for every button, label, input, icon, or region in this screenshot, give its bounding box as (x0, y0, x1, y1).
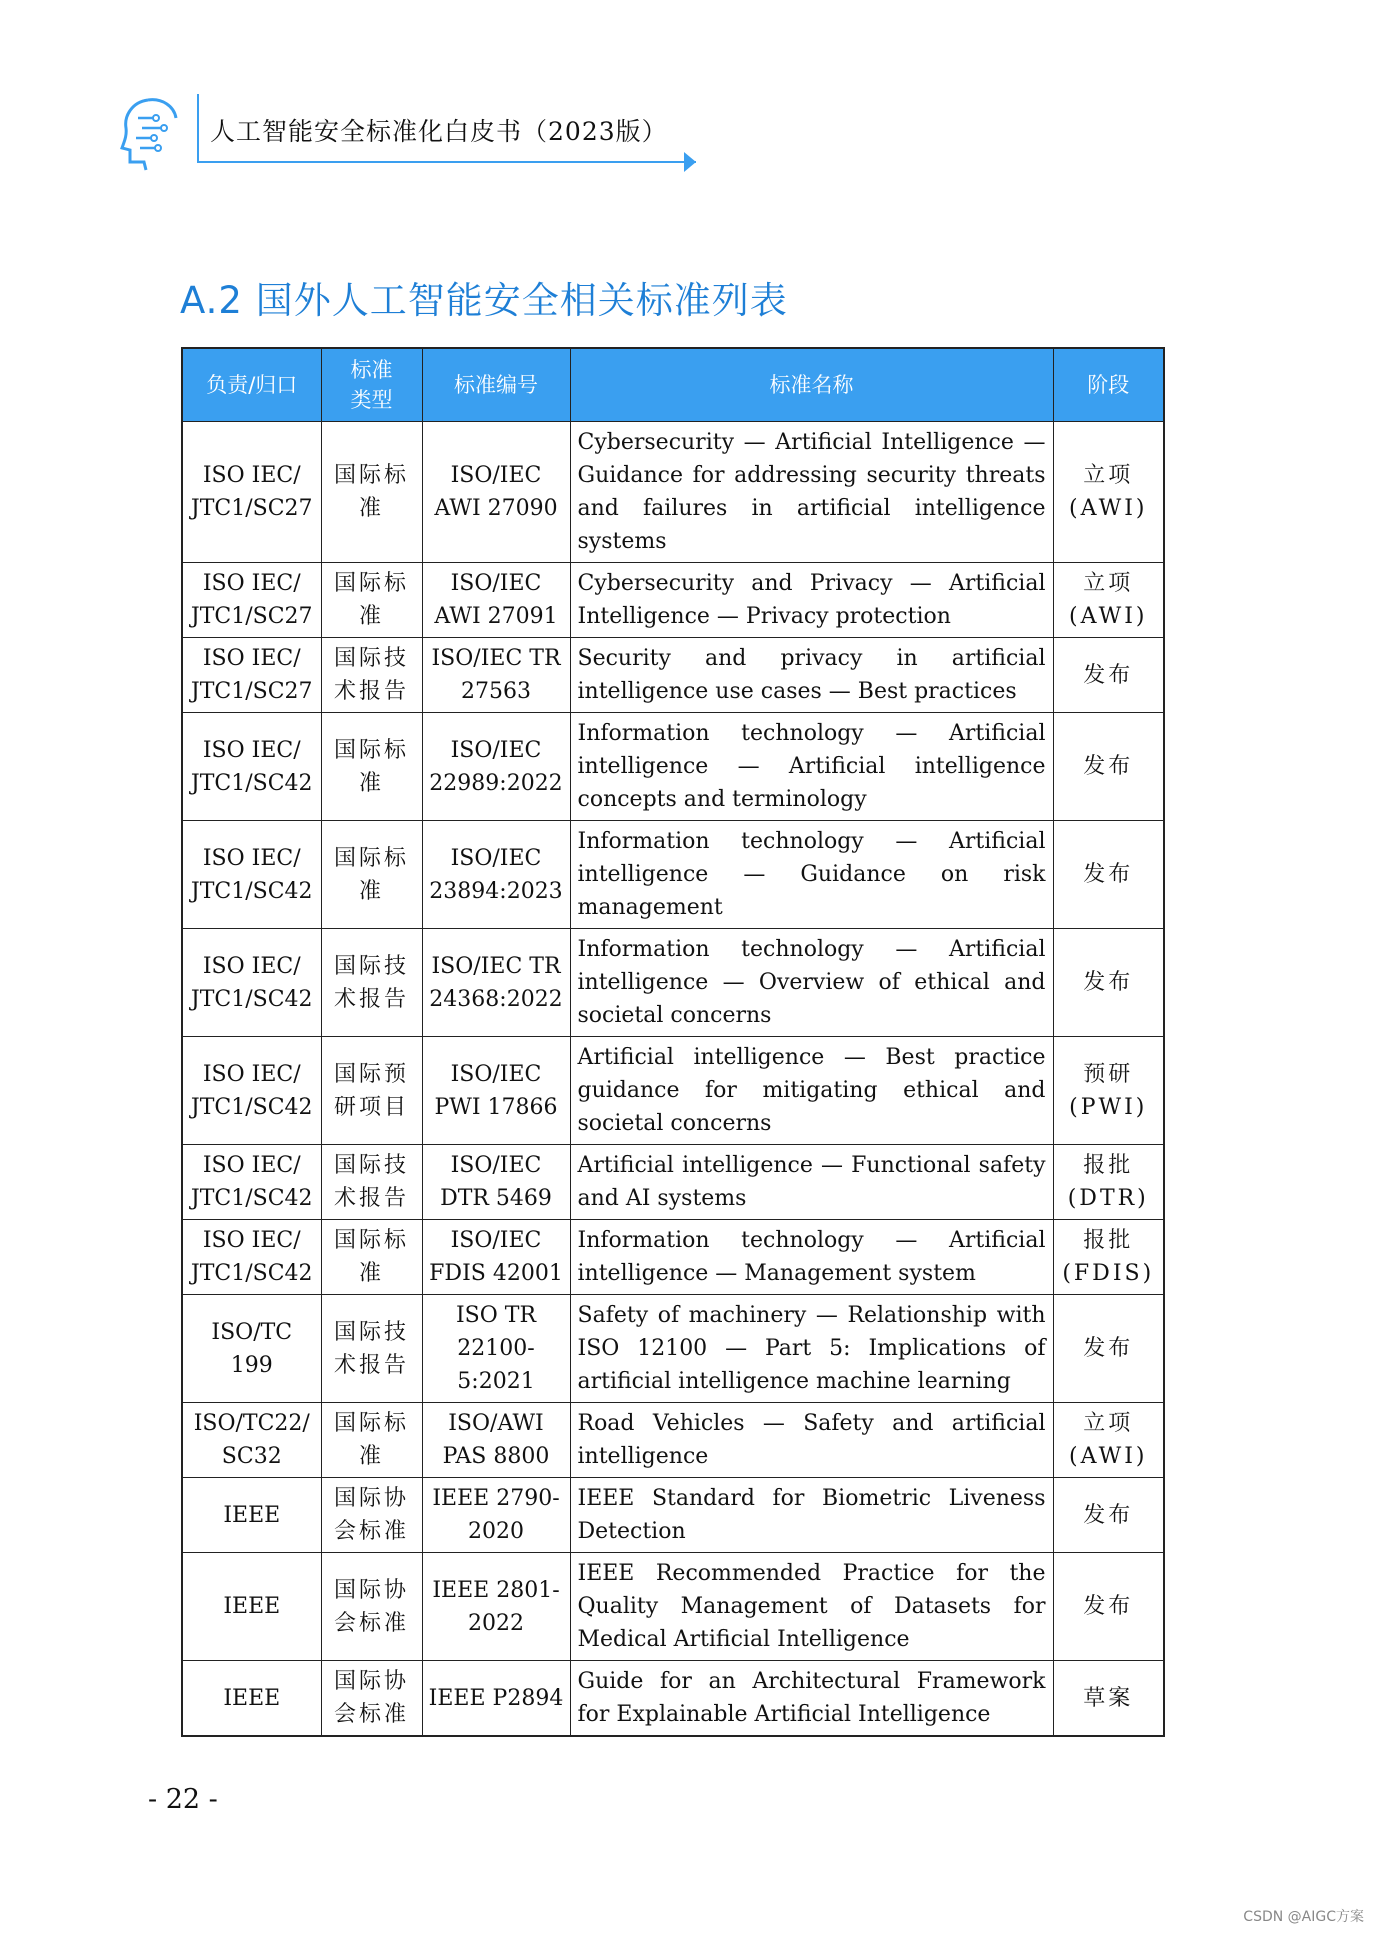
cell-stage: 预研 (PWI) (1053, 1037, 1164, 1145)
cell-name: Artificial intelligence — Functional safety and AI systems (570, 1145, 1053, 1220)
cell-name: Road Vehicles — Safety and artificial intelligence (570, 1403, 1053, 1478)
cell-org: ISO IEC/ JTC1/SC27 (182, 422, 321, 563)
cell-stage: 报批 (FDIS) (1053, 1220, 1164, 1295)
cell-org: IEEE (182, 1661, 321, 1737)
cell-stage: 草案 (1053, 1661, 1164, 1737)
cell-stage: 发布 (1053, 1478, 1164, 1553)
cell-stage: 发布 (1053, 1295, 1164, 1403)
standards-table (181, 347, 1165, 1737)
cell-name: Cybersecurity and Privacy — Artificial Intelligence — Privacy protection (570, 563, 1053, 638)
cell-name: Safety of machinery — Relationship with ISO 12100 — Part 5: Implications of artificial intelligence machine learning (570, 1295, 1053, 1403)
cell-org: ISO/TC22/ SC32 (182, 1403, 321, 1478)
cell-code: ISO/IEC DTR 5469 (422, 1145, 570, 1220)
cell-code: ISO/IEC AWI 27091 (422, 563, 570, 638)
cell-name: Information technology — Artificial intelligence — Management system (570, 1220, 1053, 1295)
cell-type: 国际预研项目 (321, 1037, 422, 1145)
table-row (182, 422, 1164, 563)
cell-org: ISO/TC 199 (182, 1295, 321, 1403)
table-row (182, 1403, 1164, 1478)
cell-name: Information technology — Artificial intelligence — Guidance on risk management (570, 821, 1053, 929)
cell-type: 国际标准 (321, 563, 422, 638)
cell-type: 国际标准 (321, 422, 422, 563)
cell-code: ISO/IEC 22989:2022 (422, 713, 570, 821)
cell-org: ISO IEC/ JTC1/SC42 (182, 713, 321, 821)
cell-code: ISO/IEC AWI 27090 (422, 422, 570, 563)
cell-type: 国际技术报告 (321, 1295, 422, 1403)
table-row (182, 1220, 1164, 1295)
header-type: 标准类型 (321, 348, 422, 422)
header-name: 标准名称 (570, 348, 1053, 422)
cell-type: 国际技术报告 (321, 638, 422, 713)
cell-type: 国际技术报告 (321, 929, 422, 1037)
cell-name: Cybersecurity — Artificial Intelligence — Guidance for addressing security threats and failures in artificial intelligence systems (570, 422, 1053, 563)
table-header-row (182, 348, 1164, 422)
watermark: CSDN @AIGC方案 (1243, 1909, 1364, 1925)
cell-stage: 立项 (AWI) (1053, 563, 1164, 638)
cell-code: IEEE 2801-2022 (422, 1553, 570, 1661)
cell-org: IEEE (182, 1478, 321, 1553)
table-row (182, 1295, 1164, 1403)
cell-code: ISO/IEC FDIS 42001 (422, 1220, 570, 1295)
cell-org: ISO IEC/ JTC1/SC27 (182, 638, 321, 713)
cell-stage: 报批 (DTR) (1053, 1145, 1164, 1220)
cell-stage: 发布 (1053, 713, 1164, 821)
cell-code: ISO/IEC PWI 17866 (422, 1037, 570, 1145)
cell-name: Artificial intelligence — Best practice guidance for mitigating ethical and societal concerns (570, 1037, 1053, 1145)
cell-name: Information technology — Artificial intelligence — Artificial intelligence concepts and terminology (570, 713, 1053, 821)
cell-stage: 立项 (AWI) (1053, 1403, 1164, 1478)
cell-code: ISO TR 22100-5:2021 (422, 1295, 570, 1403)
cell-org: ISO IEC/ JTC1/SC42 (182, 821, 321, 929)
cell-name: IEEE Standard for Biometric Liveness Detection (570, 1478, 1053, 1553)
cell-org: ISO IEC/ JTC1/SC42 (182, 1037, 321, 1145)
cell-type: 国际标准 (321, 1403, 422, 1478)
cell-type: 国际协会标准 (321, 1553, 422, 1661)
table-row (182, 1661, 1164, 1737)
cell-code: ISO/IEC TR 27563 (422, 638, 570, 713)
table-row (182, 821, 1164, 929)
cell-type: 国际标准 (321, 1220, 422, 1295)
table-row (182, 563, 1164, 638)
cell-code: IEEE 2790-2020 (422, 1478, 570, 1553)
cell-org: ISO IEC/ JTC1/SC27 (182, 563, 321, 638)
table-row (182, 638, 1164, 713)
table-row (182, 1037, 1164, 1145)
cell-org: ISO IEC/ JTC1/SC42 (182, 1145, 321, 1220)
cell-org: ISO IEC/ JTC1/SC42 (182, 929, 321, 1037)
cell-code: IEEE P2894 (422, 1661, 570, 1737)
cell-type: 国际协会标准 (321, 1661, 422, 1737)
cell-name: Guide for an Architectural Framework for Explainable Artificial Intelligence (570, 1661, 1053, 1737)
cell-stage: 发布 (1053, 929, 1164, 1037)
cell-stage: 立项 (AWI) (1053, 422, 1164, 563)
cell-type: 国际技术报告 (321, 1145, 422, 1220)
table-row (182, 929, 1164, 1037)
cell-name: Information technology — Artificial intelligence — Overview of ethical and societal concerns (570, 929, 1053, 1037)
ai-head-circuit-icon (118, 92, 198, 172)
table-row (182, 1553, 1164, 1661)
cell-type: 国际标准 (321, 713, 422, 821)
page-header (118, 82, 698, 172)
cell-name: IEEE Recommended Practice for the Quality Management of Datasets for Medical Artificial Intelligence (570, 1553, 1053, 1661)
cell-name: Security and privacy in artificial intelligence use cases — Best practices (570, 638, 1053, 713)
cell-org: IEEE (182, 1553, 321, 1661)
header-code: 标准编号 (422, 348, 570, 422)
table-row (182, 713, 1164, 821)
cell-code: ISO/IEC TR 24368:2022 (422, 929, 570, 1037)
header-org: 负责/归口 (182, 348, 321, 422)
table-row (182, 1145, 1164, 1220)
cell-stage: 发布 (1053, 821, 1164, 929)
cell-type: 国际协会标准 (321, 1478, 422, 1553)
cell-org: ISO IEC/ JTC1/SC42 (182, 1220, 321, 1295)
cell-stage: 发布 (1053, 638, 1164, 713)
section-title: A.2 国外人工智能安全相关标准列表 (180, 279, 788, 322)
header-stage: 阶段 (1053, 348, 1164, 422)
page-number: - 22 - (148, 1784, 218, 1815)
cell-code: ISO/AWI PAS 8800 (422, 1403, 570, 1478)
header-title: 人工智能安全标准化白皮书（2023版） (210, 117, 668, 146)
cell-code: ISO/IEC 23894:2023 (422, 821, 570, 929)
table-row (182, 1478, 1164, 1553)
cell-type: 国际标准 (321, 821, 422, 929)
cell-stage: 发布 (1053, 1553, 1164, 1661)
